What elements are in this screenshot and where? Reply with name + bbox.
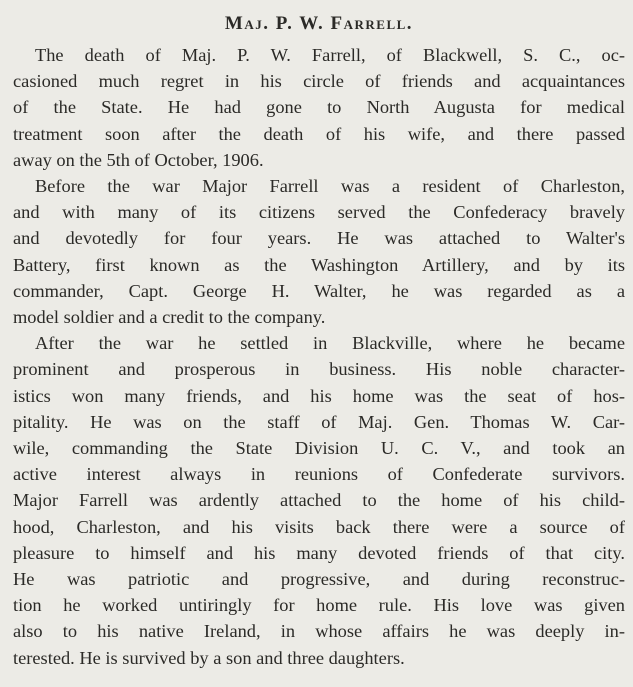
text-line: istics won many friends, and his home was the seat of hos- [13, 385, 625, 406]
text-line: and devotedly for four years. He was attached to Walter's [13, 228, 625, 249]
text-line: Battery, first known as the Washington Artillery, and by its [13, 254, 625, 275]
text-line: pitality. He was on the staff of Maj. Gen. Thomas W. Car- [13, 411, 625, 432]
paragraph-2 [13, 173, 625, 330]
text-line: Before the war Major Farrell was a resident of Charleston, [35, 176, 625, 197]
text-line: pleasure to himself and his many devoted friends of that city. [13, 542, 625, 563]
text-line: model soldier and a credit to the company. [13, 307, 326, 328]
text-line: Major Farrell was ardently attached to the home of his child- [13, 490, 625, 511]
text-line: tion he worked untiringly for home rule. His love was given [13, 595, 625, 616]
text-line: of the State. He had gone to North Augusta for medical [13, 97, 625, 118]
text-line: terested. He is survived by a son and three daughters. [13, 647, 405, 668]
paragraph-1 [13, 42, 625, 173]
text-line: The death of Maj. P. W. Farrell, of Blackwell, S. C., oc- [35, 45, 625, 65]
text-line: active interest always in reunions of Confederate survivors. [13, 464, 625, 485]
text-line: commander, Capt. George H. Walter, he was regarded as a [13, 280, 625, 301]
text-line: hood, Charleston, and his visits back there were a source of [13, 516, 625, 537]
text-line: treatment soon after the death of his wife, and there passed [13, 123, 625, 144]
text-line: prominent and prosperous in business. His noble character- [13, 359, 625, 380]
text-line: After the war he settled in Blackville, where he became [35, 333, 625, 354]
text-line: also to his native Ireland, in whose affairs he was deeply in- [13, 621, 625, 642]
text-line: casioned much regret in his circle of friends and acquaintances [13, 71, 625, 92]
article-title: Maj. P. W. Farrell. [224, 13, 414, 34]
text-line: and with many of its citizens served the Confederacy bravely [13, 202, 625, 223]
text-line: away on the 5th of October, 1906. [13, 149, 264, 170]
paragraph-3 [13, 330, 625, 671]
text-line: wile, commanding the State Division U. C. V., and took an [13, 438, 625, 459]
text-line: He was patriotic and progressive, and during reconstruc- [13, 569, 625, 590]
